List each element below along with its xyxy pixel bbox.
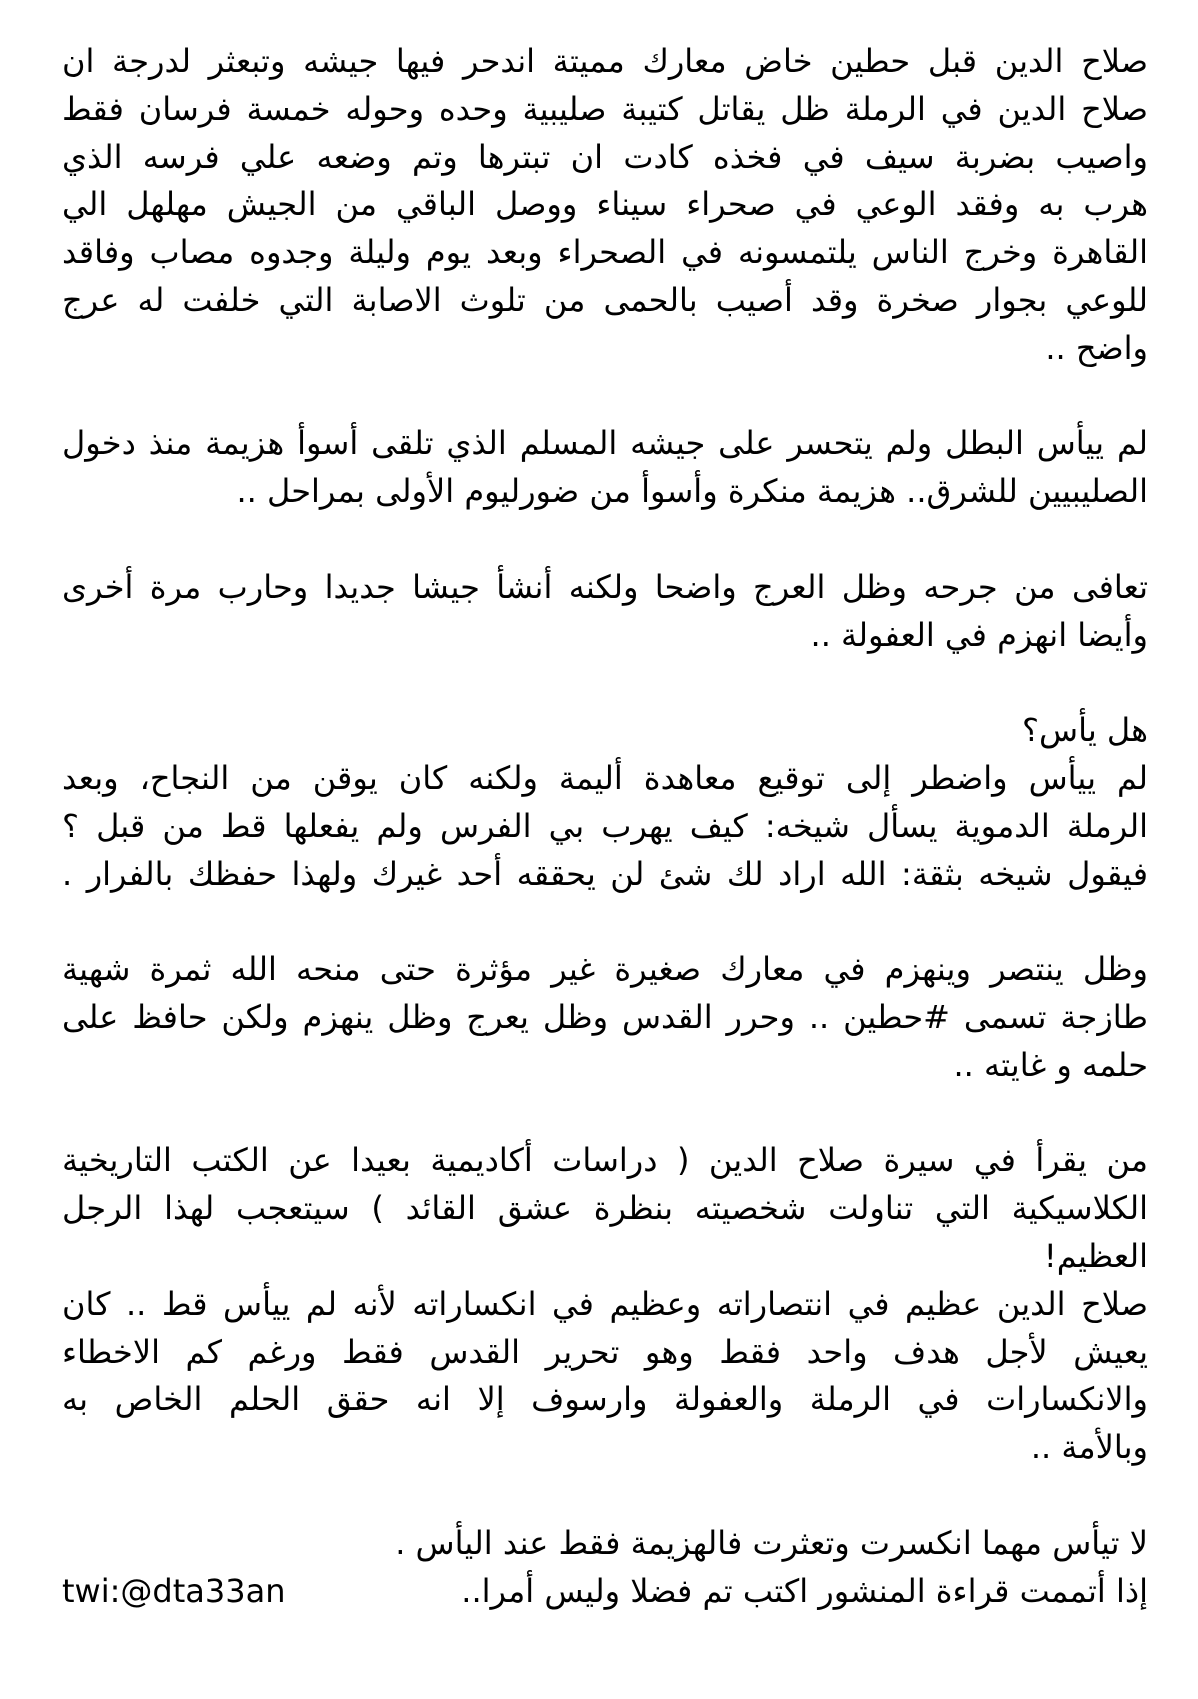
text-line: فيقول شيخه بثقة: الله اراد لك شئ لن يحققه أحد غيرك ولهذا حفظك بالفرار . [62, 854, 1148, 893]
text-line: وأيضا انهزم في العفولة .. [810, 615, 1148, 654]
text-line: العظيم! [1043, 1236, 1148, 1275]
text-line: والانكسارات في الرملة والعفولة وارسوف إلا انه حقق الحلم الخاص به [62, 1380, 1148, 1419]
text-line: واضح .. [1045, 328, 1148, 367]
text-line: صلاح الدين عظيم في انتصاراته وعظيم في انكساراته لأنه لم ييأس قط .. كان [62, 1284, 1148, 1323]
paragraph-recovery [62, 564, 1148, 660]
text-line: صلاح الدين قبل حطين خاض معارك مميتة اندحر فيها جيشه وتبعثر لدرجة ان [62, 42, 1148, 80]
text-line: طازجة تسمى #حطين .. وحرر القدس وظل يعرج وظل ينهزم ولكن حافظ على [62, 997, 1148, 1036]
paragraph-closing [62, 1520, 1148, 1616]
paragraph-hattin [62, 946, 1148, 1089]
text-line: للوعي بجوار صخرة وقد أصيب بالحمى من تلوث الاصابة التي خلفت له عرج [62, 280, 1148, 319]
paragraph-biography [62, 1137, 1148, 1472]
text-line: تعافى من جرحه وظل العرج واضحا ولكنه أنشأ جيشا جديدا وحارب مرة أخرى [62, 567, 1148, 606]
text-line: هل يأس؟ [1022, 711, 1148, 750]
text-line: حلمه و غايته .. [953, 1045, 1148, 1084]
text-line: واصيب بضربة سيف في فخذه كادت ان تبترها وتم وضعه علي فرسه الذي [62, 137, 1148, 176]
text-line: وبالأمة .. [1030, 1428, 1148, 1467]
footer-line [62, 1568, 1148, 1616]
text-line: لم ييأس واضطر إلى توقيع معاهدة أليمة ولكنه كان يوقن من النجاح، وبعد [62, 758, 1148, 797]
footer-note: إذا أتممت قراءة المنشور اكتب تم فضلا وليس أمرا.. [461, 1571, 1148, 1610]
text-line: وظل ينتصر وينهزم في معارك صغيرة غير مؤثرة حتى منحه الله ثمرة شهية [62, 950, 1148, 989]
text-line: هرب به وفقد الوعي في صحراء سيناء ووصل الباقي من الجيش مهلهل الي [62, 185, 1148, 224]
text-line: الكلاسيكية التي تناولت شخصيته بنظرة عشق القائد ) سيتعجب لهذا الرجل [62, 1189, 1148, 1228]
text-line: القاهرة وخرج الناس يلتمسونه في الصحراء وبعد يوم وليلة وجدوه مصاب وفاقد [62, 233, 1148, 272]
text-line: يعيش لأجل هدف واحد فقط وهو تحرير القدس فقط ورغم كم الاخطاء [62, 1332, 1148, 1371]
paragraph-hero-did-not-despair [62, 420, 1148, 516]
text-line: الرملة الدموية يسأل شيخه: كيف يهرب بي الفرس ولم يفعلها قط من قبل ؟ [62, 806, 1148, 845]
text-line: الصليبيين للشرق.. هزيمة منكرة وأسوأ من ضورليوم الأولى بمراحل .. [236, 472, 1148, 511]
text-line: صلاح الدين في الرملة ظل يقاتل كتيبة صليبية وحده وحوله خمسة فرسان فقط [62, 89, 1148, 128]
twitter-handle: twi:@dta33an [62, 1571, 286, 1610]
text-line: لا تيأس مهما انكسرت وتعثرت فالهزيمة فقط عند اليأس . [395, 1523, 1148, 1562]
paragraph-defeat-at-ramla [62, 38, 1148, 373]
paragraph-did-he-despair [62, 707, 1148, 898]
text-line: لم ييأس البطل ولم يتحسر على جيشه المسلم الذي تلقى أسوأ هزيمة منذ دخول [62, 424, 1148, 463]
text-line: من يقرأ في سيرة صلاح الدين ( دراسات أكاديمية بعيدا عن الكتب التاريخية [62, 1141, 1148, 1180]
